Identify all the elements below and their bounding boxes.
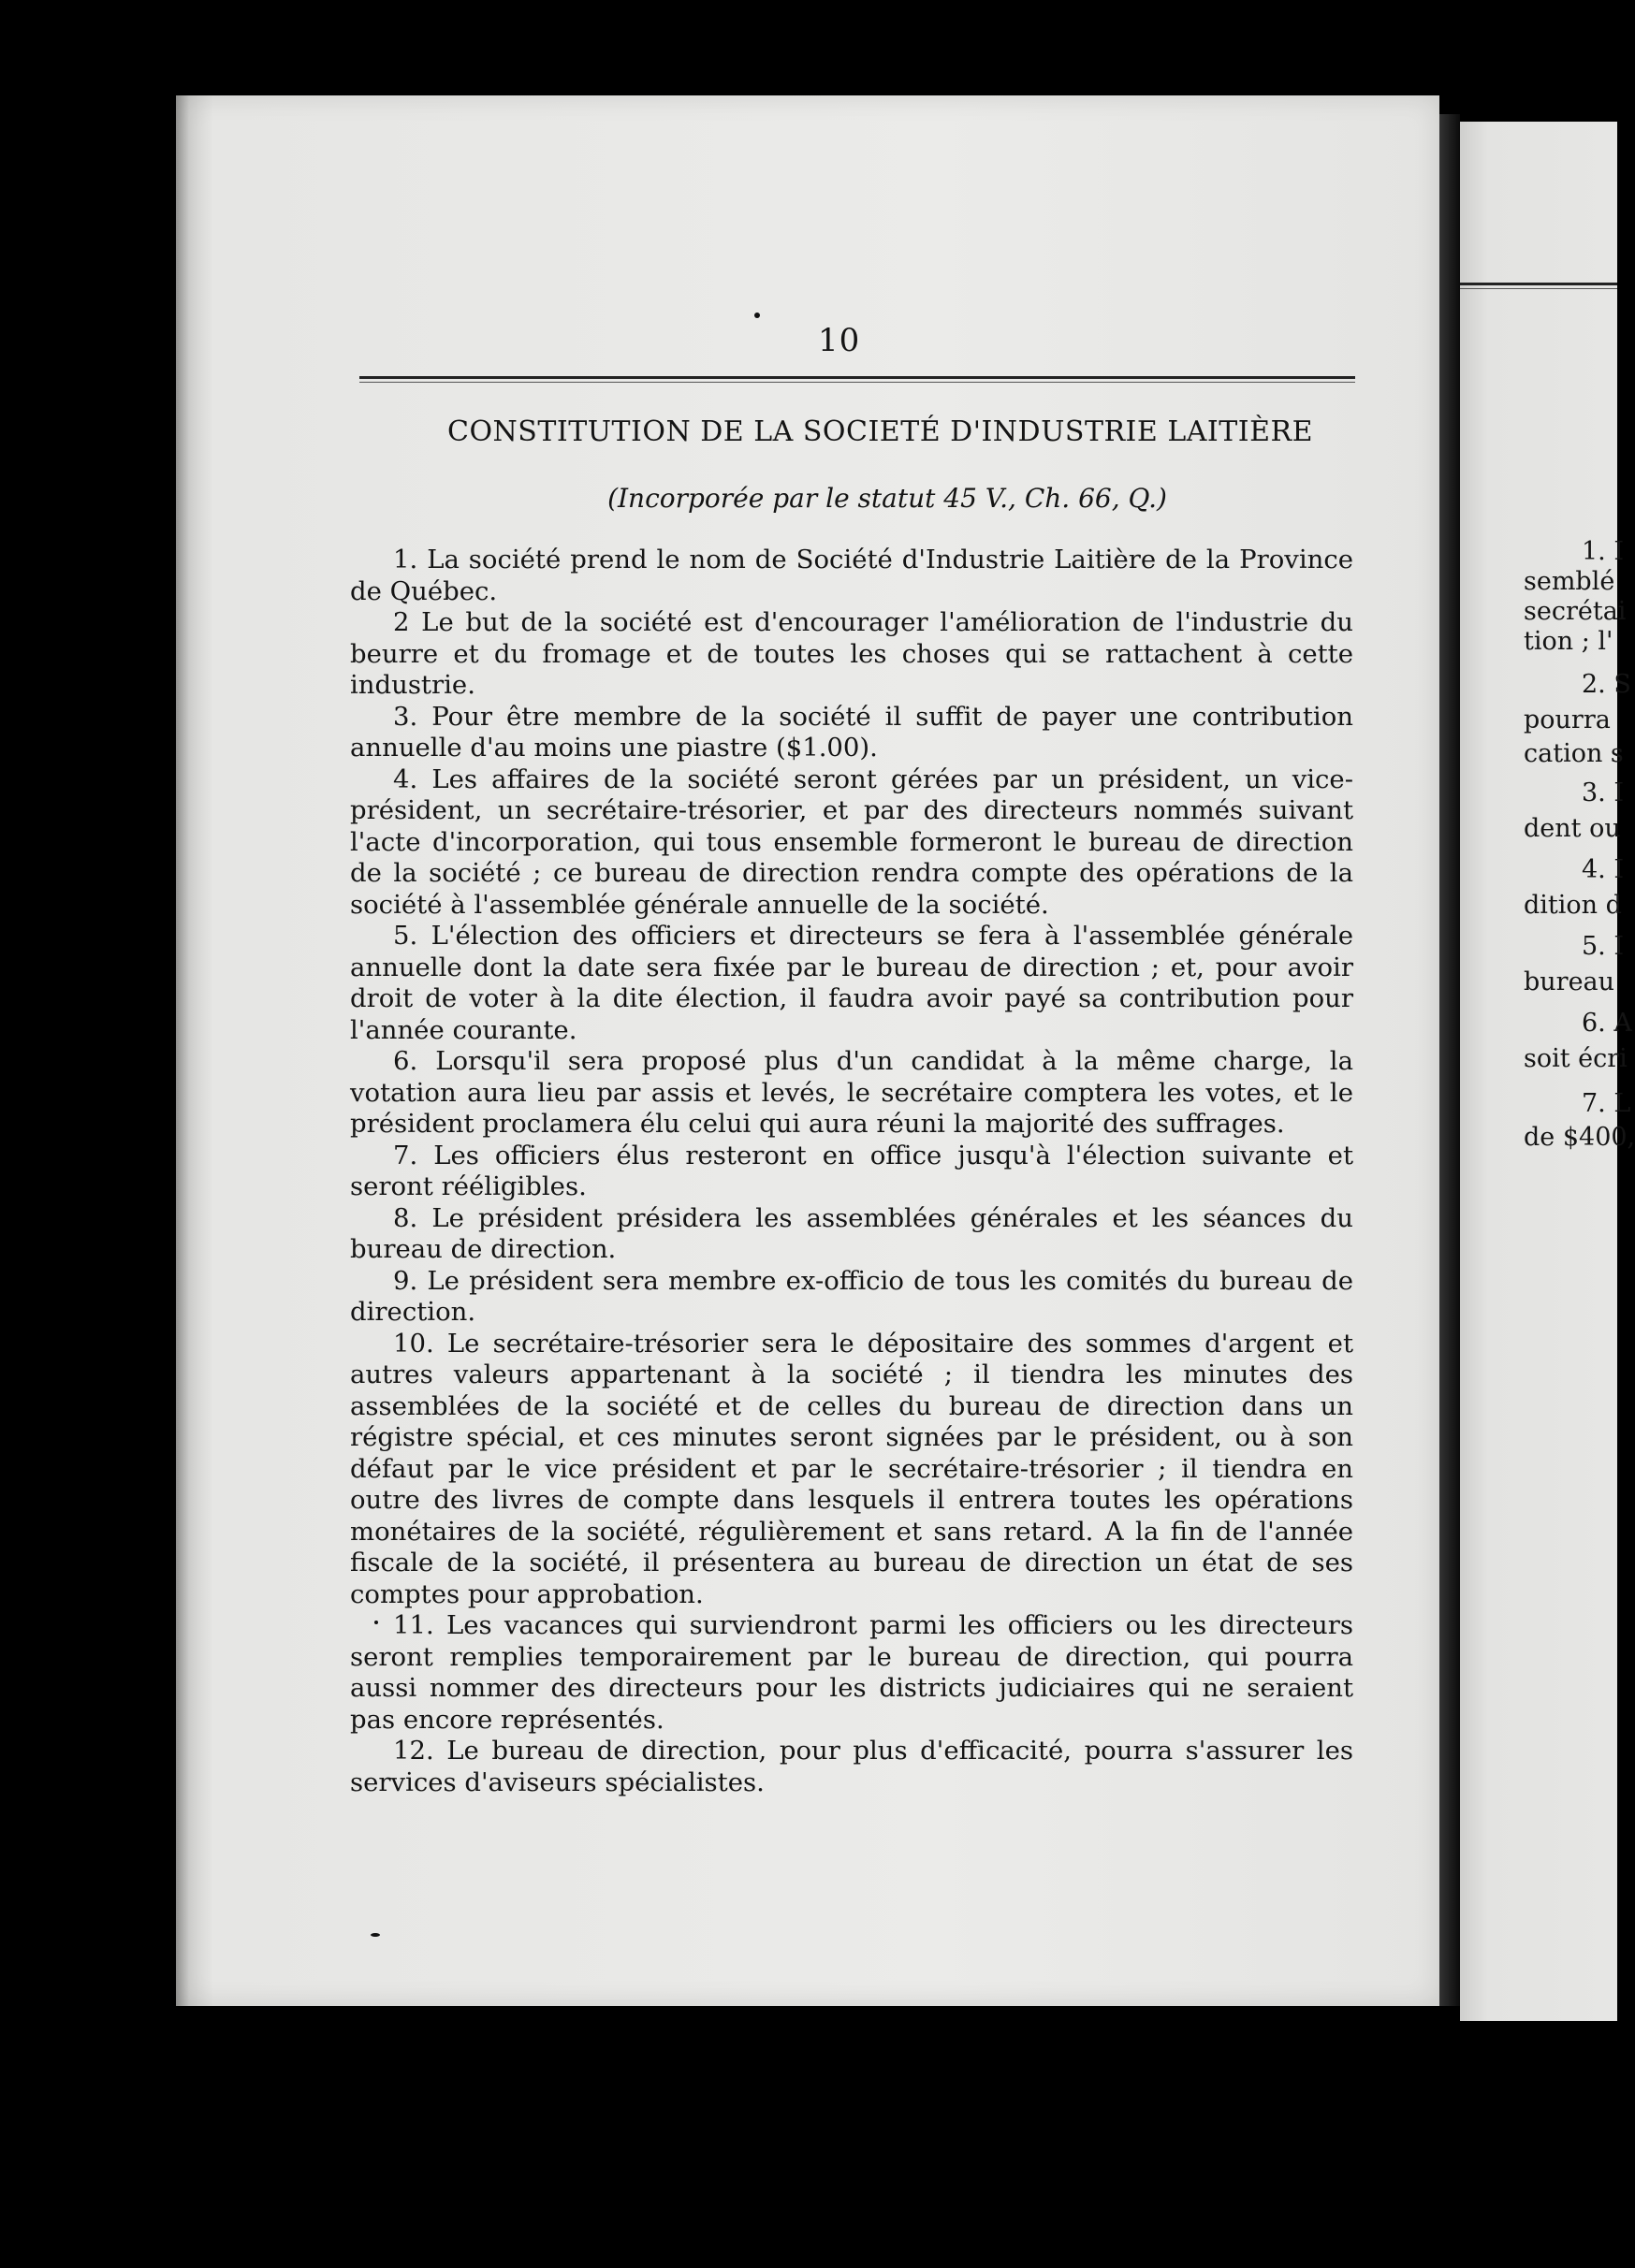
article-1: 1. La société prend le nom de Société d'Industrie Laitière de la Province de Québec. [350,545,1353,606]
article-8: 8. Le président présidera les assemblées générales et les séances du bureau de direction. [350,1202,1353,1264]
article-2: 2 Le but de la société est d'encourager l'amélioration de l'industrie du beurre et du fromage et de toutes les choses qui se rattachent à cette industrie. [350,607,1353,700]
adjacent-line: 3. I [1582,778,1625,807]
article-10: 10. Le secrétaire-trésorier sera le dépositaire des sommes d'argent et autres valeurs appartenant à la société ; il tiendra les minutes des assemblées de la société et de celles du bureau de direction dans un régistre spécial, et ces minutes seront signées par le président, ou à son défaut par le vice président et par le secrétaire-trésorier ; il tiendra en outre des livres de compte dans lesquels il entrera toutes les opérations monétaires de la société, régulièrement et sans retard. A la fin de l'année fiscale de la société, il présentera au bureau de direction un état de ses comptes pour approbation. [350,1328,1353,1609]
adjacent-line: dent ou [1524,814,1621,843]
adjacent-line: secrétai [1524,597,1627,626]
adjacent-line: 2. S [1582,670,1631,699]
adjacent-line: semblé [1524,567,1615,596]
adjacent-line: bureau [1524,967,1615,996]
header-rule [359,376,1355,383]
adjacent-line: cation s [1524,739,1624,768]
article-6: 6. Lorsqu'il sera proposé plus d'un candidat à la même charge, la votation aura lieu par assis et levés, le secrétaire comptera les votes, et le président proclamera élu celui qui aura réuni la majorité des suffrages. [350,1046,1353,1139]
adjacent-line: 1. I [1582,537,1625,566]
adjacent-line: 5. I [1582,932,1625,961]
document-page [176,95,1439,2006]
page-title: CONSTITUTION DE LA SOCIETÉ D'INDUSTRIE LAITIÈRE [447,415,1314,448]
adjacent-header-rule [1460,283,1617,289]
article-4: 4. Les affaires de la société seront gérées par un président, un vice-président, un secrétaire-trésorier, et par des directeurs nommés suivant l'acte d'incorporation, qui tous ensemble formeront le bureau de direction de la société ; ce bureau de direction rendra compte des opérations de la société à l'assemblée générale annuelle de la société. [350,763,1353,920]
article-11: 11. Les vacances qui surviendront parmi les officiers ou les directeurs seront remplies temporairement par le bureau de direction, qui pourra aussi nommer des directeurs pour les districts judiciaires qui ne seraient pas encore représentés. [350,1610,1353,1735]
adjacent-line: dition d [1524,891,1622,920]
adjacent-line: pourra [1524,705,1611,734]
page-subtitle: (Incorporée par le statut 45 V., Ch. 66, Q.) [607,483,1167,514]
adjacent-page [1460,122,1635,2021]
article-3: 3. Pour être membre de la société il suffit de payer une contribution annuelle d'au moins une piastre ($1.00). [350,701,1353,763]
article-12: 12. Le bureau de direction, pour plus d'efficacité, pourra s'assurer les services d'aviseurs spécialistes. [350,1736,1353,1797]
adjacent-line: 6. A [1582,1009,1632,1038]
adjacent-line: 4. I [1582,855,1625,884]
adjacent-line: de $400, [1524,1123,1635,1152]
articles-body [350,545,1353,1798]
scan-speck [374,1621,378,1624]
article-5: 5. L'élection des officiers et directeurs se fera à l'assemblée générale annuelle dont la date sera fixée par le bureau de direction ; et, pour avoir droit de voter à la dite élection, il faudra avoir payé sa contribution pour l'année courante. [350,921,1353,1045]
article-9: 9. Le président sera membre ex-officio de tous les comités du bureau de direction. [350,1265,1353,1327]
page-gutter [1439,114,1460,2006]
adjacent-line: tion ; l' [1524,627,1613,656]
scan-speck [371,1933,380,1937]
scan-speck [754,313,760,318]
adjacent-line: soit écri [1524,1044,1628,1073]
adjacent-line: 7. L [1582,1089,1631,1118]
article-7: 7. Les officiers élus resteront en office jusqu'à l'élection suivante et seront rééligibles. [350,1140,1353,1201]
page-number: 10 [818,322,861,359]
